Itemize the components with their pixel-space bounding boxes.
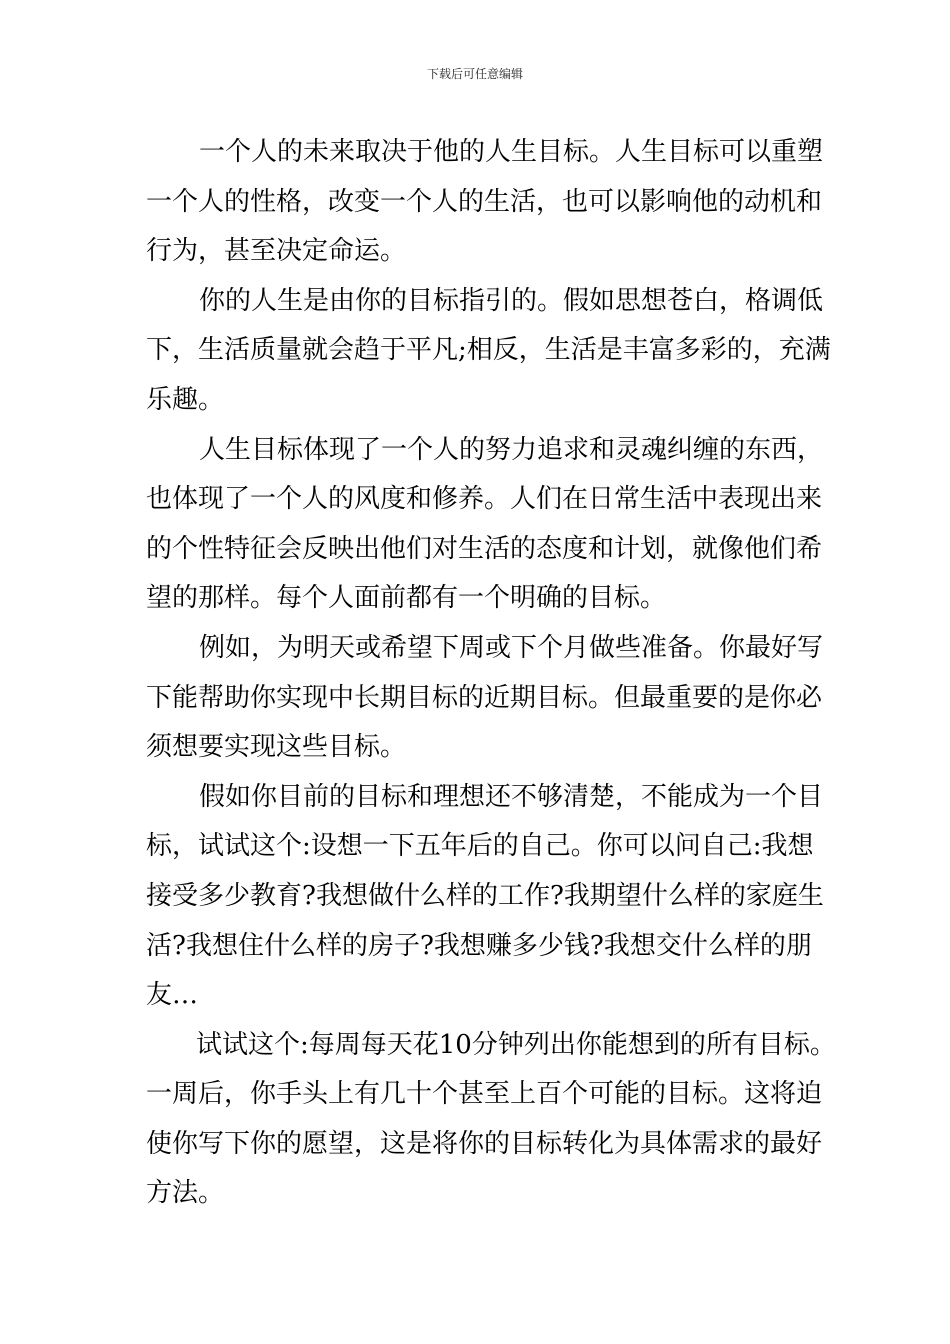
paragraph-3: 人生目标体现了一个人的努力追求和灵魂纠缠的东西，也体现了一个人的风度和修养。人们在日常生活中表现出来的个性特征会反映出他们对生活的态度和计划，就像他们希望的那样。每个人面前都有一个明确的目标。 <box>146 434 824 614</box>
paragraph-1: 一个人的未来取决于他的人生目标。人生目标可以重塑一个人的性格，改变一个人的生活，也可以影响他的动机和行为，甚至决定命运。 <box>146 137 824 267</box>
paragraph-5: 假如你目前的目标和理想还不够清楚，不能成为一个目标，试试这个:设想一下五年后的自己。你可以问自己:我想接受多少教育?我想做什么样的工作?我期望什么样的家庭生活?我想住什么样的房子?我想赚多少钱?我想交什么样的朋友… <box>146 781 824 1011</box>
header-note: 下载后可任意编辑 <box>426 67 523 81</box>
document-body <box>146 128 836 1219</box>
paragraph-2: 你的人生是由你的目标指引的。假如思想苍白，格调低下，生活质量就会趋于平凡;相反，生活是丰富多彩的，充满乐趣。 <box>146 285 831 415</box>
paragraph-6: 试试这个:每周每天花10分钟列出你能想到的所有目标。一周后，你手头上有几十个甚至上百个可能的目标。这将迫使你写下你的愿望，这是将你的目标转化为具体需求的最好方法。 <box>146 1029 836 1209</box>
paragraph-4: 例如，为明天或希望下周或下个月做些准备。你最好写下能帮助你实现中长期目标的近期目标。但最重要的是你必须想要实现这些目标。 <box>146 632 824 763</box>
